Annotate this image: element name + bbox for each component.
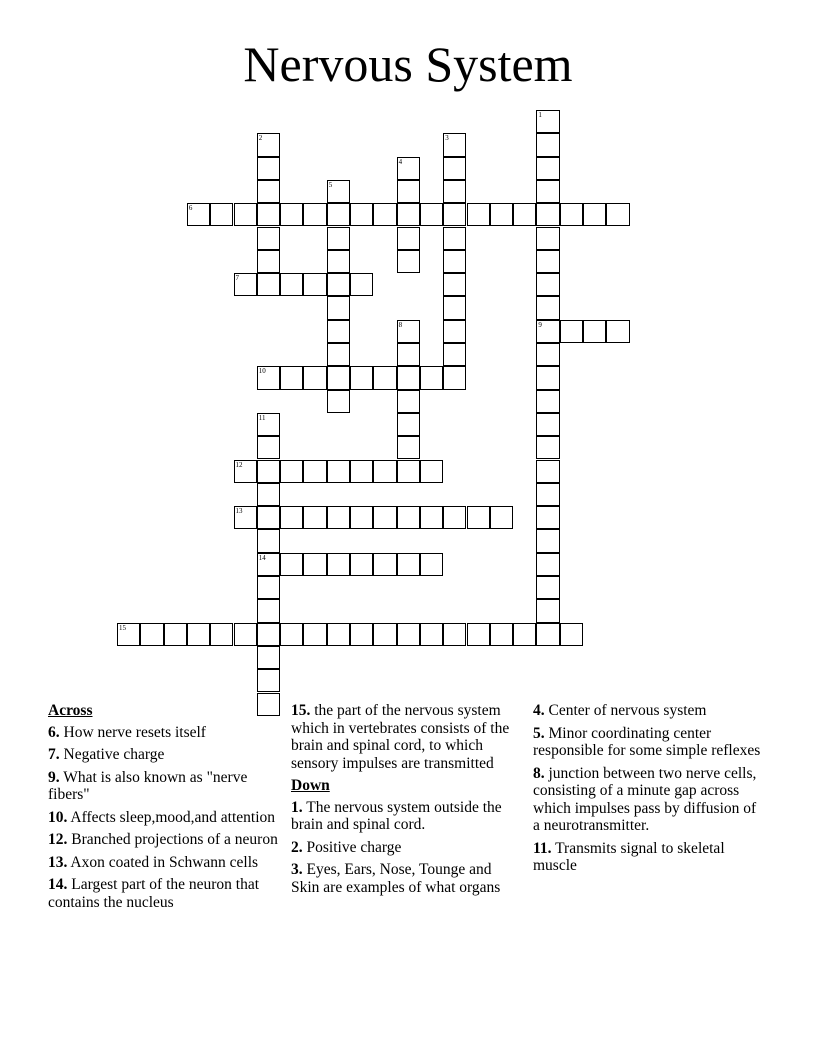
grid-cell[interactable] [327, 250, 350, 273]
down-heading: Down [291, 777, 330, 794]
grid-cell[interactable] [257, 646, 280, 669]
grid-cell[interactable] [536, 157, 559, 180]
clue-number: 4. [533, 702, 545, 719]
clue-number: 13. [48, 853, 68, 871]
grid-cell[interactable] [536, 320, 559, 343]
down-clue [291, 839, 523, 857]
grid-cell[interactable] [210, 623, 233, 646]
grid-cell[interactable] [257, 366, 280, 389]
grid-cell[interactable] [443, 157, 466, 180]
clue-column-3 [533, 702, 765, 880]
grid-cell[interactable] [350, 623, 373, 646]
grid-cell[interactable] [327, 366, 350, 389]
grid-cell[interactable] [257, 553, 280, 576]
grid-cell[interactable] [327, 390, 350, 413]
down-clue [533, 840, 765, 875]
across-clue [48, 831, 280, 849]
grid-cell[interactable] [397, 343, 420, 366]
grid-cell[interactable] [443, 320, 466, 343]
clue-text: Transmits signal to skeletal muscle [533, 839, 725, 874]
grid-cell[interactable] [513, 203, 536, 226]
clue-number: 10. [48, 808, 68, 826]
grid-cell[interactable] [490, 506, 513, 529]
across-clue [48, 809, 280, 827]
clue-number: 2. [291, 838, 303, 856]
grid-cell[interactable] [443, 623, 466, 646]
grid-cell[interactable] [536, 296, 559, 319]
grid-cell[interactable] [303, 506, 326, 529]
grid-cell[interactable] [257, 506, 280, 529]
grid-cell[interactable] [536, 483, 559, 506]
grid-cell[interactable] [420, 460, 443, 483]
grid-cell[interactable] [560, 623, 583, 646]
grid-cell[interactable] [397, 250, 420, 273]
clue-number: 7. [48, 746, 60, 763]
clue-text: Negative charge [59, 746, 165, 763]
grid-cell[interactable] [420, 553, 443, 576]
grid-cell[interactable] [280, 273, 303, 296]
clue-number: 15. [291, 702, 311, 719]
clue-text: Positive charge [302, 838, 402, 856]
grid-cell[interactable] [536, 553, 559, 576]
grid-cell[interactable] [234, 460, 257, 483]
grid-cell[interactable] [303, 623, 326, 646]
grid-cell[interactable] [373, 623, 396, 646]
grid-cell[interactable] [234, 506, 257, 529]
across-clue [48, 746, 280, 764]
down-clue [533, 702, 765, 720]
cell-number: 10 [258, 367, 266, 376]
grid-cell[interactable] [560, 320, 583, 343]
grid-cell[interactable] [234, 273, 257, 296]
grid-cell[interactable] [536, 133, 559, 156]
grid-cell[interactable] [327, 553, 350, 576]
grid-cell[interactable] [257, 250, 280, 273]
cell-number: 1 [538, 111, 542, 119]
grid-cell[interactable] [536, 180, 559, 203]
clue-text: What is also known as "nerve fibers" [48, 768, 248, 803]
grid-cell[interactable] [257, 203, 280, 226]
grid-cell[interactable] [606, 203, 629, 226]
cell-number: 9 [538, 320, 542, 329]
grid-cell[interactable] [467, 203, 490, 226]
grid-cell[interactable] [327, 203, 350, 226]
grid-cell[interactable] [467, 623, 490, 646]
grid-cell[interactable] [350, 553, 373, 576]
grid-cell[interactable] [513, 623, 536, 646]
grid-cell[interactable] [606, 320, 629, 343]
clue-number: 11. [533, 839, 552, 857]
grid-cell[interactable] [443, 133, 466, 156]
grid-cell[interactable] [443, 180, 466, 203]
grid-cell[interactable] [280, 553, 303, 576]
grid-cell[interactable] [117, 623, 140, 646]
grid-cell[interactable] [490, 623, 513, 646]
grid-cell[interactable] [187, 623, 210, 646]
grid-cell[interactable] [303, 366, 326, 389]
grid-cell[interactable] [536, 390, 559, 413]
grid-cell[interactable] [397, 227, 420, 250]
clue-text: Eyes, Ears, Nose, Tounge and Skin are examples of what organs [291, 861, 501, 896]
clue-text: Branched projections of a neuron [67, 831, 278, 848]
cell-number: 11 [258, 413, 266, 422]
clue-number: 6. [48, 723, 60, 741]
cell-number: 7 [235, 274, 239, 283]
grid-cell[interactable] [210, 203, 233, 226]
grid-cell[interactable] [536, 506, 559, 529]
grid-cell[interactable] [350, 506, 373, 529]
grid-cell[interactable] [140, 623, 163, 646]
grid-cell[interactable] [257, 483, 280, 506]
cell-number: 13 [235, 507, 243, 516]
grid-cell[interactable] [257, 460, 280, 483]
grid-cell[interactable] [257, 576, 280, 599]
grid-cell[interactable] [420, 366, 443, 389]
grid-cell[interactable] [443, 203, 466, 226]
grid-cell[interactable] [373, 203, 396, 226]
clue-number: 14. [48, 876, 68, 893]
grid-cell[interactable] [280, 366, 303, 389]
page-title: Nervous System [243, 36, 573, 92]
cell-number: 4 [398, 157, 403, 166]
grid-cell[interactable] [257, 529, 280, 552]
grid-cell[interactable] [536, 460, 559, 483]
grid-cell[interactable] [443, 250, 466, 273]
grid-cell[interactable] [397, 460, 420, 483]
clue-number: 8. [533, 764, 545, 782]
grid-cell[interactable] [420, 623, 443, 646]
clue-text: junction between two nerve cells, consisting of a minute gap across which impulses pass by diffusion of a neurotransmitter. [533, 764, 757, 834]
grid-cell[interactable] [327, 273, 350, 296]
clue-text: Minor coordinating center responsible for some simple reflexes [533, 724, 761, 759]
grid-cell[interactable] [397, 390, 420, 413]
across-clue [291, 702, 523, 772]
grid-cell[interactable] [443, 296, 466, 319]
across-clue [48, 854, 280, 872]
grid-cell[interactable] [397, 366, 420, 389]
grid-cell[interactable] [536, 436, 559, 459]
grid-cell[interactable] [397, 436, 420, 459]
grid-cell[interactable] [397, 203, 420, 226]
down-clue [291, 861, 523, 896]
clue-text: The nervous system outside the brain and spinal cord. [291, 798, 502, 833]
across-clue [48, 769, 280, 804]
grid-cell[interactable] [397, 553, 420, 576]
grid-cell[interactable] [257, 133, 280, 156]
grid-cell[interactable] [303, 553, 326, 576]
cell-number: 5 [328, 180, 333, 189]
clue-number: 9. [48, 768, 60, 786]
grid-cell[interactable] [257, 157, 280, 180]
clue-number: 1. [291, 798, 303, 816]
grid-cell[interactable] [467, 506, 490, 529]
grid-cell[interactable] [280, 203, 303, 226]
grid-cell[interactable] [443, 506, 466, 529]
clue-column-1 [48, 702, 280, 916]
grid-cell[interactable] [536, 110, 559, 133]
grid-cell[interactable] [373, 553, 396, 576]
grid-cell[interactable] [257, 273, 280, 296]
clue-text: Axon coated in Schwann cells [67, 853, 259, 871]
grid-cell[interactable] [536, 227, 559, 250]
grid-cell[interactable] [583, 203, 606, 226]
grid-cell[interactable] [327, 180, 350, 203]
grid-cell[interactable] [536, 529, 559, 552]
grid-cell[interactable] [257, 436, 280, 459]
grid-cell[interactable] [257, 180, 280, 203]
grid-cell[interactable] [397, 320, 420, 343]
clue-text: the part of the nervous system which in vertebrates consists of the brain and spinal cord, to which sensory impulses are transmitted [291, 702, 510, 772]
grid-cell[interactable] [536, 366, 559, 389]
cell-number: 14 [258, 553, 266, 562]
grid-cell[interactable] [327, 296, 350, 319]
grid-cell[interactable] [327, 343, 350, 366]
grid-cell[interactable] [234, 203, 257, 226]
grid-cell[interactable] [536, 413, 559, 436]
clue-number: 3. [291, 861, 303, 878]
grid-cell[interactable] [397, 413, 420, 436]
clue-number: 12. [48, 831, 68, 848]
grid-cell[interactable] [164, 623, 187, 646]
grid-cell[interactable] [536, 203, 559, 226]
across-clue [48, 876, 280, 911]
grid-cell[interactable] [280, 623, 303, 646]
grid-cell[interactable] [443, 343, 466, 366]
grid-cell[interactable] [280, 460, 303, 483]
cell-number: 6 [188, 204, 193, 213]
grid-cell[interactable] [560, 203, 583, 226]
grid-cell[interactable] [257, 413, 280, 436]
grid-cell[interactable] [350, 366, 373, 389]
grid-cell[interactable] [397, 506, 420, 529]
grid-cell[interactable] [303, 460, 326, 483]
grid-cell[interactable] [350, 460, 373, 483]
clue-text: Affects sleep,mood,and attention [67, 808, 275, 826]
grid-cell[interactable] [257, 623, 280, 646]
grid-cell[interactable] [303, 203, 326, 226]
grid-cell[interactable] [303, 273, 326, 296]
down-clue [533, 765, 765, 835]
grid-cell[interactable] [234, 623, 257, 646]
grid-cell[interactable] [420, 506, 443, 529]
cell-number: 2 [258, 134, 263, 143]
clue-text: Largest part of the neuron that contains the nucleus [48, 876, 260, 911]
grid-cell[interactable] [187, 203, 210, 226]
grid-cell[interactable] [536, 576, 559, 599]
grid-cell[interactable] [420, 203, 443, 226]
grid-cell[interactable] [490, 203, 513, 226]
grid-cell[interactable] [443, 366, 466, 389]
across-heading: Across [48, 702, 93, 719]
grid-cell[interactable] [583, 320, 606, 343]
grid-cell[interactable] [373, 506, 396, 529]
grid-cell[interactable] [536, 273, 559, 296]
grid-cell[interactable] [536, 599, 559, 622]
cell-number: 12 [235, 460, 243, 469]
grid-cell[interactable] [536, 623, 559, 646]
grid-cell[interactable] [397, 157, 420, 180]
grid-cell[interactable] [327, 460, 350, 483]
grid-cell[interactable] [397, 180, 420, 203]
down-clue [533, 725, 765, 760]
grid-cell[interactable] [280, 506, 303, 529]
grid-cell[interactable] [327, 506, 350, 529]
grid-cell[interactable] [373, 366, 396, 389]
grid-cell[interactable] [350, 203, 373, 226]
across-clue [48, 724, 280, 742]
clue-number: 5. [533, 724, 545, 742]
down-clue [291, 799, 523, 834]
clue-column-2 [291, 702, 523, 901]
grid-cell[interactable] [327, 320, 350, 343]
clue-text: How nerve resets itself [59, 723, 206, 741]
grid-cell[interactable] [536, 250, 559, 273]
cell-number: 15 [119, 623, 126, 632]
grid-cell[interactable] [327, 227, 350, 250]
clue-text: Center of nervous system [544, 702, 707, 719]
grid-cell[interactable] [257, 227, 280, 250]
grid-cell[interactable] [443, 227, 466, 250]
cell-number: 8 [398, 320, 403, 329]
grid-cell[interactable] [536, 343, 559, 366]
cell-number: 3 [445, 134, 449, 143]
grid-cell[interactable] [350, 273, 373, 296]
grid-cell[interactable] [257, 599, 280, 622]
grid-cell[interactable] [327, 623, 350, 646]
grid-cell[interactable] [373, 460, 396, 483]
grid-cell[interactable] [443, 273, 466, 296]
grid-cell[interactable] [397, 623, 420, 646]
grid-cell[interactable] [257, 669, 280, 692]
